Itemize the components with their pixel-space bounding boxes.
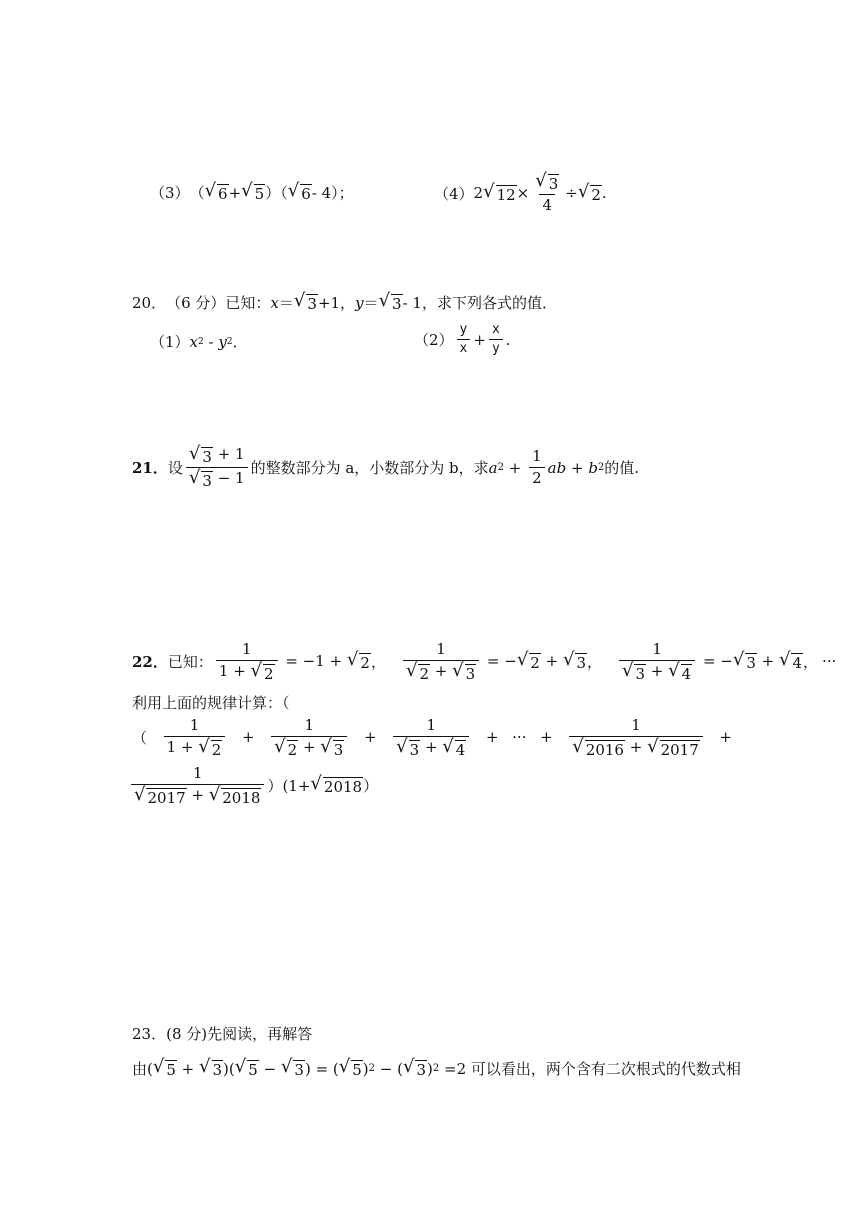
part-label: （3） (150, 184, 190, 202)
q21-stem: 21． 设 √ 3 + 1 √ 3 − 1 的整数部分为 a，小数部分为 b，求 a 2 + $\frac{1}{2}$ ab + b 2 的值. (132, 443, 640, 490)
fraction-sqrt3-plus1-over-sqrt3-minus1: √ 3 + 1 √ 3 − 1 (186, 445, 248, 490)
fraction: 1 √ 2017 + √ 2018 (131, 764, 264, 807)
sqrt-6: √ 6 (204, 180, 228, 203)
part-label: （1） (150, 333, 190, 351)
q22-expression-line1: （ 1 1 + √ 2 + 1 √ 2 + √ 3 + 1 √ 3 + √ 4 + ··· + 1 √ 2016 + √ 2017 + (132, 716, 732, 759)
fraction: 1 1 + √ 2 (216, 640, 278, 683)
sqrt-2018: √ 2018 (310, 772, 363, 796)
sqrt-3: √ 3 (378, 290, 402, 313)
q23-stem: 23． (8 分) 先阅读，再解答 (132, 1025, 313, 1043)
sqrt-5: √ 5 (241, 180, 265, 203)
fraction: 1 1 + √ 2 (164, 716, 226, 759)
fraction: 1 √ 3 + √ 4 (393, 716, 469, 759)
fraction: 1 √ 3 + √ 4 (619, 640, 695, 683)
q23-reading: 由 ( √ 5 + √ 3 )( √ 5 − √ 3 ) = ( √ 5 ) 2 − ( √ 3 ) 2 =2 可以看出，两个含有二次根式的代数式相 (132, 1056, 741, 1079)
question-number: 22． (132, 652, 168, 671)
sqrt-3: √ 3 (293, 290, 317, 313)
fraction-y-over-x: $\frac{y}{x}$ (457, 322, 471, 358)
question-number: 23． (132, 1025, 167, 1043)
q19-part3: （3） （ √ 6 + √ 5 ）（ √ 6 - 4）； (150, 180, 354, 203)
question-number: 20． (132, 294, 167, 312)
q19-part4: （4） 2 √ 12 × √ 3 4 ÷ √ 2 . (434, 170, 607, 214)
sqrt-12: √ 12 (483, 180, 516, 204)
q22-stem: 22． 已知： 1 1 + √ 2 = −1 + √ 2 ， 1 √ 2 + √ 3 = − √ 2 + √ 3 ， 1 √ 3 + √ 4 = − √ 3 + √ 4 ， ··· (132, 640, 837, 683)
sqrt-2: √ 2 (577, 180, 601, 204)
fraction: √ 3 4 (535, 170, 559, 214)
q20-part1: （1） x 2 - y 2 ． (150, 332, 248, 351)
q22-instruction: 利用上面的规律计算：（ (132, 694, 290, 712)
fraction-one-half: $\frac{1}{2}$ (529, 447, 545, 488)
fraction-x-over-y: $\frac{x}{y}$ (489, 322, 503, 358)
fraction: 1 √ 2 + √ 3 (403, 640, 479, 683)
q20-stem: 20． （6 分） 已知： x ＝ √ 3 +1， y ＝ √ 3 - 1， 求下列各式的值． (132, 290, 557, 313)
fraction: 1 √ 2016 + √ 2017 (569, 716, 702, 759)
q22-expression-line2: 1 √ 2017 + √ 2018 ）(1+ √ 2018 ） (128, 764, 378, 807)
fraction: 1 √ 2 + √ 3 (271, 716, 347, 759)
part-label: （4） (434, 184, 474, 203)
part-label: （2） (414, 331, 454, 350)
question-number: 21． (132, 459, 168, 477)
sqrt-6: √ 6 (287, 180, 311, 203)
q20-part2: （2） $\frac{y}{x}$ + $\frac{x}{y}$ . (414, 322, 511, 357)
